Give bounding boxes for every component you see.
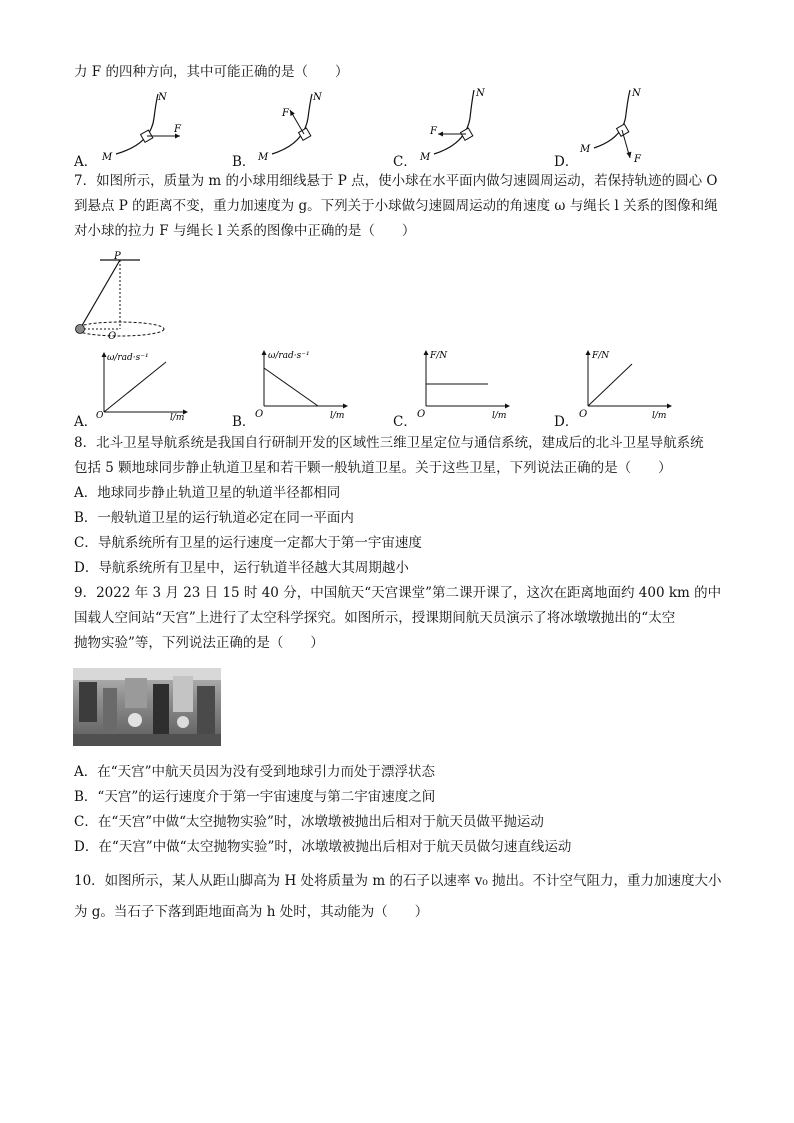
q6-d-f-label: F (634, 154, 641, 165)
q6-stem-tail: 力 F 的四种方向，其中可能正确的是（ ） (74, 64, 349, 80)
q6-figure-b (256, 88, 356, 168)
q7-option-d-label: D． (554, 414, 579, 430)
q9-choice-a: A．在“天宫”中航天员因为没有受到地球引力而处于漂浮状态 (74, 764, 436, 780)
q6-b-f-label: F (282, 108, 289, 119)
q6-d-n-label: N (632, 88, 641, 99)
q6-b-m-label: M (258, 152, 269, 163)
q8-choice-b: B．一般轨道卫星的运行轨道必定在同一平面内 (74, 510, 354, 526)
q9-choice-b: B．“天宫”的运行速度介于第一宇宙速度与第二宇宙速度之间 (74, 789, 436, 805)
q6-c-f-label: F (430, 126, 437, 137)
q7-a-y-label: ω/rad·s⁻¹ (107, 353, 149, 363)
q7-d-origin: O (579, 409, 588, 420)
q6-figure-d (578, 86, 678, 166)
q7-o-label: O (108, 331, 117, 342)
q7-graph-a (92, 348, 192, 422)
q6-option-a-label: A． (74, 154, 98, 170)
q7-d-y-label: F/N (592, 351, 610, 361)
q7-graph-d (576, 346, 676, 422)
q7-d-x-label: l/m (652, 411, 667, 421)
q9-stem-line-1: 9．2022 年 3 月 23 日 15 时 40 分，中国航天“天宫课堂”第二课开课了，这次在距离地面约 400 km 的中 (74, 585, 722, 601)
q7-stem-line-2: 到悬点 P 的距离不变，重力加速度为 g。下列关于小球做匀速圆周运动的角速度 ω 与绳长 l 关系的图像和绳 (74, 198, 718, 214)
q7-b-x-label: l/m (330, 411, 345, 421)
q7-option-b-label: B． (232, 414, 256, 430)
q6-c-m-label: M (420, 152, 431, 163)
q7-b-y-label: ω/rad·s⁻¹ (268, 351, 310, 361)
q6-a-f-label: F (174, 124, 181, 135)
q6-c-n-label: N (476, 88, 485, 99)
q10-stem-line-1: 10．如图所示，某人从距山脚高为 H 处将质量为 m 的石子以速率 v₀ 抛出。不计空气阻力，重力加速度大小 (74, 873, 722, 889)
q9-space-station-photo (73, 668, 221, 746)
q6-option-d-label: D． (554, 154, 579, 170)
q9-choice-d: D．在“天宫”中做“太空抛物实验”时，冰墩墩被抛出后相对于航天员做匀速直线运动 (74, 839, 572, 855)
q7-p-label: P (114, 251, 121, 262)
q6-b-n-label: N (313, 92, 322, 103)
q7-option-c-label: C． (393, 414, 417, 430)
q6-figure-a (96, 88, 196, 168)
q10-stem-line-2: 为 g。当石子下落到距地面高为 h 处时，其动能为（ ） (74, 904, 429, 920)
q7-stem-line-3: 对小球的拉力 F 与绳长 l 关系的图像中正确的是（ ） (74, 223, 416, 239)
q6-option-b-label: B． (232, 154, 256, 170)
q8-stem-line-2: 包括 5 颗地球同步静止轨道卫星和若干颗一般轨道卫星。关于这些卫星，下列说法正确的是（ ） (74, 460, 672, 476)
q9-stem-line-2: 国载人空间站“天宫”上进行了太空科学探究。如图所示，授课期间航天员演示了将冰墩墩抛出的“太空 (74, 610, 676, 626)
q6-d-m-label: M (580, 144, 591, 155)
q7-graph-b (252, 346, 352, 422)
q8-choice-d: D．导航系统所有卫星中，运行轨道半径越大其周期越小 (74, 560, 409, 576)
q9-stem-line-3: 抛物实验”等，下列说法正确的是（ ） (74, 635, 324, 651)
q8-choice-c: C．导航系统所有卫星的运行速度一定都大于第一宇宙速度 (74, 535, 422, 551)
q7-c-y-label: F/N (430, 351, 448, 361)
q7-option-a-label: A． (74, 414, 98, 430)
q7-c-origin: O (417, 409, 426, 420)
q7-c-x-label: l/m (492, 411, 507, 421)
q8-choice-a: A．地球同步静止轨道卫星的轨道半径都相同 (74, 485, 341, 501)
q6-a-n-label: N (158, 92, 167, 103)
q7-b-origin: O (255, 409, 264, 420)
q7-stem-line-1: 7．如图所示，质量为 m 的小球用细线悬于 P 点，使小球在水平面内做匀速圆周运动，若保持轨迹的圆心 O (74, 173, 718, 189)
q8-stem-line-1: 8．北斗卫星导航系统是我国自行研制开发的区域性三维卫星定位与通信系统，建成后的北斗卫星导航系统 (74, 435, 704, 451)
q6-figure-c (418, 86, 518, 166)
q6-option-c-label: C． (393, 154, 417, 170)
q7-pendulum-figure (70, 250, 180, 342)
q7-a-origin: O (96, 411, 104, 421)
q7-a-x-label: l/m (170, 413, 185, 422)
q6-a-m-label: M (102, 152, 113, 163)
q7-graph-c (414, 346, 514, 422)
q9-choice-c: C．在“天宫”中做“太空抛物实验”时，冰墩墩被抛出后相对于航天员做平抛运动 (74, 814, 544, 830)
